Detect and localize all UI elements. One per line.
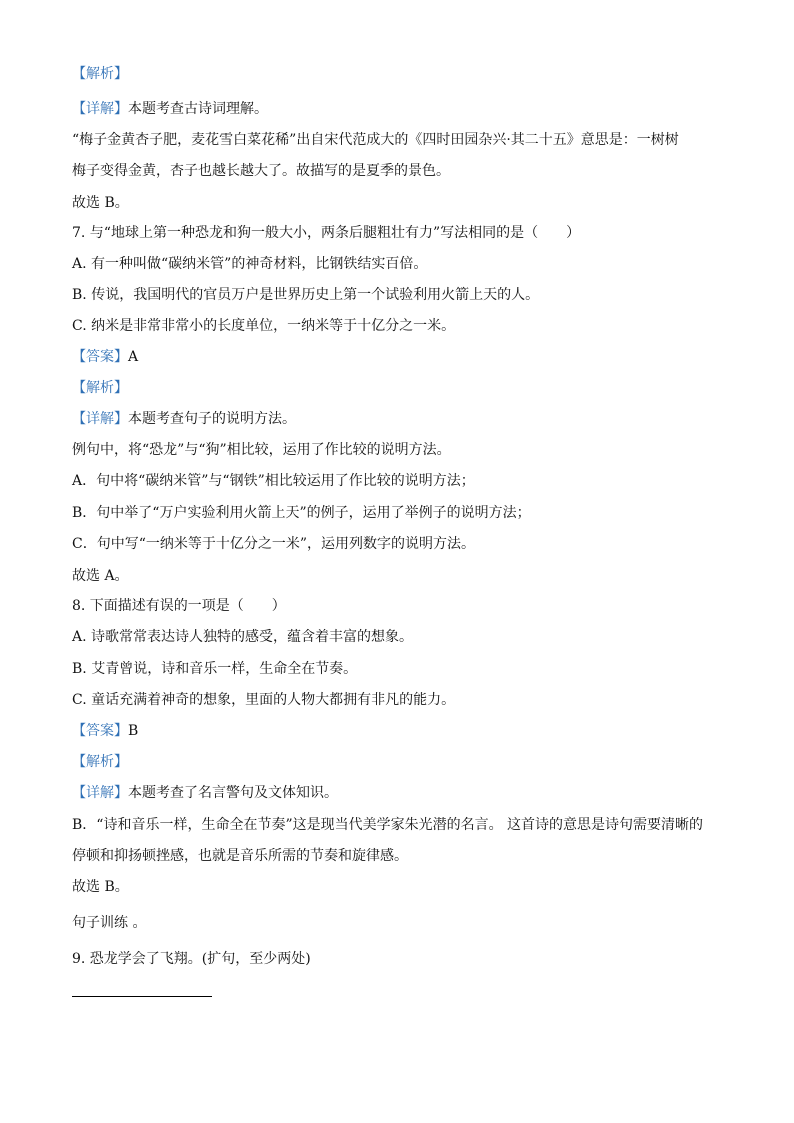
q7-choice: 故选 A。 [72,568,129,584]
q7-option-c: C. 纳米是非常非常小的长度单位，一纳米等于十亿分之一米。 [72,318,456,334]
analysis-tag: 【解析】 [72,754,128,770]
answer-tag: 【答案】 [72,723,128,739]
analysis-tag: 【解析】 [72,380,128,396]
q7-option-b: B. 传说，我国明代的官员万户是世界历史上第一个试验利用火箭上天的人。 [72,287,540,303]
detail-text: 本题考查古诗词理解。 [128,101,268,117]
q8-option-c: C. 童话充满着神奇的想象，里面的人物大都拥有非凡的能力。 [72,692,456,708]
q6-poem-line-1: “梅子金黄杏子肥，麦花雪白菜花稀”出自宋代范成大的《四时田园杂兴·其二十五》意思是：一树树 [72,132,679,148]
q9-question: 9. 恐龙学会了飞翔。(扩句，至少两处) [72,951,311,967]
q6-choice: 故选 B。 [72,195,129,211]
q6-poem-line-2: 梅子变得金黄，杏子也越长越大了。故描写的是夏季的景色。 [72,163,450,179]
answer-value: A [128,349,139,365]
analysis-tag: 【解析】 [72,66,128,82]
detail-text: 本题考查句子的说明方法。 [128,411,296,427]
answer-value: B [128,723,139,739]
answer-blank-line [72,996,212,997]
q8-choice: 故选 B。 [72,879,129,895]
q7-detail-line [72,409,732,429]
answer-tag: 【答案】 [72,349,128,365]
q8-explain-line-1: B．“诗和音乐一样，生命全在节奏”这是现当代美学家朱光潜的名言。 这首诗的意思是诗句需要清晰的 [72,817,704,833]
q8-detail-line [72,783,732,803]
detail-tag: 【详解】 [72,411,128,427]
q7-option-a: A. 有一种叫做“碳纳米管”的神奇材料，比钢铁结实百倍。 [72,256,428,272]
q7-analysis-heading [72,378,732,398]
q8-explain-line-2: 停顿和抑扬顿挫感，也就是音乐所需的节奏和旋律感。 [72,848,408,864]
q6-analysis-heading [72,64,732,84]
q7-explain-c: C．句中写“一纳米等于十亿分之一米”，运用列数字的说明方法。 [72,536,476,552]
q8-question: 8. 下面描述有误的一项是（ ） [72,598,286,614]
q8-option-a: A. 诗歌常常表达诗人独特的感受，蕴含着丰富的想象。 [72,629,414,645]
q7-explain-b: B．句中举了“万户实验利用火箭上天”的例子，运用了举例子的说明方法； [72,505,531,521]
detail-tag: 【详解】 [72,785,128,801]
q6-detail-line [72,99,732,119]
q7-example: 例句中，将“恐龙”与“狗”相比较，运用了作比较的说明方法。 [72,442,451,458]
detail-text: 本题考查了名言警句及文体知识。 [128,785,338,801]
q8-answer-line [72,721,732,741]
q7-explain-a: A．句中将“碳纳米管”与“钢铁”相比较运用了作比较的说明方法； [72,473,475,489]
section-title: 句子训练 。 [72,915,147,931]
detail-tag: 【详解】 [72,101,128,117]
q7-question: 7. 与“地球上第一种恐龙和狗一般大小，两条后腿粗壮有力”写法相同的是（ ） [72,225,581,241]
q7-answer-line [72,347,732,367]
q8-option-b: B. 艾青曾说，诗和音乐一样，生命全在节奏。 [72,661,358,677]
q8-analysis-heading [72,752,732,772]
